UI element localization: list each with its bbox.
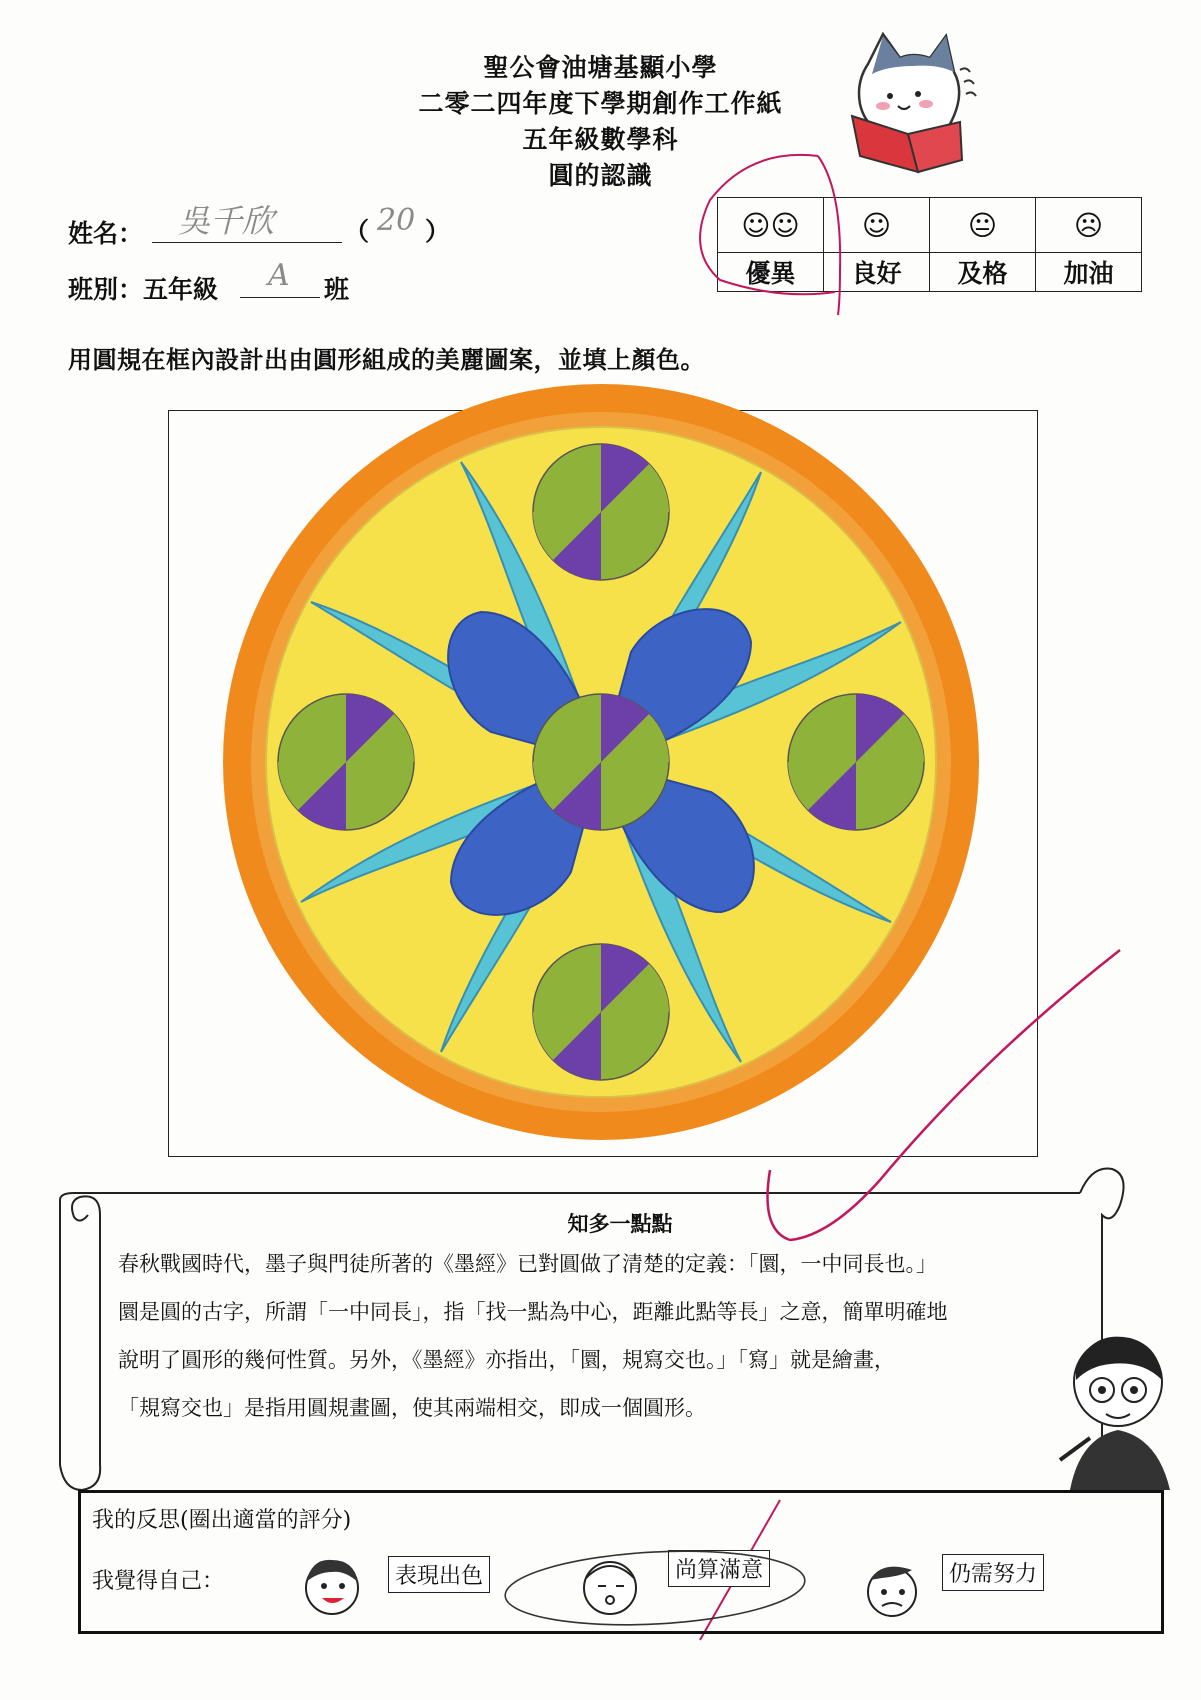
class-suffix: 班 xyxy=(324,275,350,304)
instruction-text: 用圓規在框內設計出由圓形組成的美麗圖案，並填上顏色。 xyxy=(68,346,705,374)
pinwheel-right xyxy=(788,694,924,830)
option-satisfactory[interactable]: 尚算滿意 xyxy=(668,1550,770,1587)
rating-face-good: ☺ xyxy=(824,198,930,253)
class-underline xyxy=(240,297,320,298)
worried-boy-face-icon xyxy=(852,1552,932,1624)
info-line-2: 圜是圓的古字，所謂「一中同長」，指「找一點為中心，距離此點等長」之意，簡單明確地 xyxy=(118,1300,948,1324)
worksheet-topic: 圓的認識 xyxy=(548,161,653,190)
name-value: 吳千欣 xyxy=(178,202,275,240)
rating-try: 加油 xyxy=(1036,253,1142,292)
cat-reading-icon xyxy=(838,24,978,174)
class-number-value: 20 xyxy=(377,203,416,238)
teacher-circle-mark xyxy=(690,150,850,320)
info-title: 知多一點點 xyxy=(567,1212,673,1236)
rating-face-try: ☹ xyxy=(1036,198,1142,253)
info-line-3: 說明了圓形的幾何性質。另外，《墨經》亦指出，「圜，規寫交也。」「寫」就是繪畫， xyxy=(118,1348,895,1372)
name-underline xyxy=(152,242,342,243)
worksheet-term: 二零二四年度下學期創作工作紙 xyxy=(418,89,783,118)
worksheet-subject: 五年級數學科 xyxy=(522,125,679,154)
name-label: 姓名： xyxy=(68,219,144,248)
rating-face-pass: 😐 xyxy=(930,198,1036,253)
selected-option-circle xyxy=(500,1540,810,1640)
pinwheel-top xyxy=(533,444,669,580)
info-line-4: 「規寫交也」是指用圓規畫圖，使其兩端相交，即成一個圓形。 xyxy=(118,1396,706,1420)
info-line-1: 春秋戰國時代，墨子與門徒所著的《墨經》已對圓做了清楚的定義：「圜，一中同長也。」 xyxy=(118,1252,937,1276)
number-close: ） xyxy=(425,217,451,246)
pinwheel-bottom xyxy=(533,944,669,1080)
number-open: （ xyxy=(344,217,370,246)
option-excellent[interactable]: 表現出色 xyxy=(388,1556,490,1593)
class-label: 班別：五年級 xyxy=(68,275,219,304)
rating-excellent: 優異 xyxy=(718,253,824,292)
option-needs-effort[interactable]: 仍需努力 xyxy=(942,1554,1044,1591)
reflection-title: 我的反思(圈出適當的評分) xyxy=(92,1508,352,1533)
rating-good: 良好 xyxy=(824,253,930,292)
school-name: 聖公會油塘基顯小學 xyxy=(483,53,718,82)
pinwheel-left xyxy=(278,694,414,830)
happy-girl-face-icon xyxy=(292,1552,372,1624)
reflection-prompt: 我覺得自己： xyxy=(92,1569,225,1594)
class-value: A xyxy=(268,258,290,293)
rating-pass: 及格 xyxy=(930,253,1036,292)
rating-face-excellent: ☺☺ xyxy=(718,198,824,253)
